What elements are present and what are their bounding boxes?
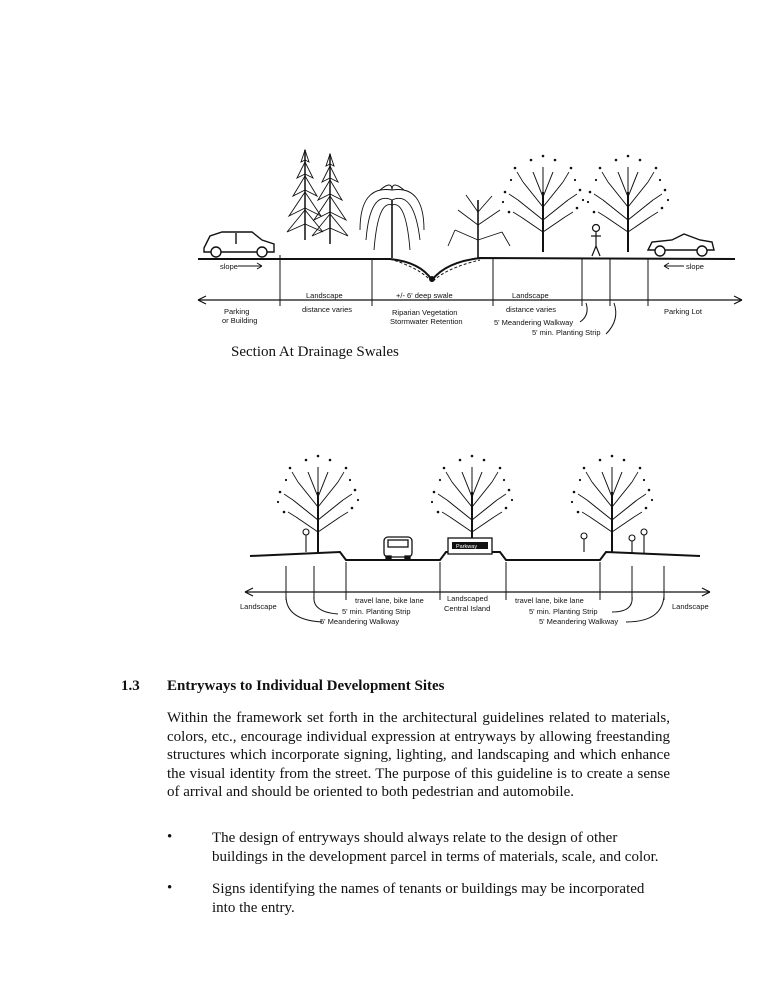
- deciduous-tree-icon: [277, 455, 359, 552]
- willow-tree-icon: [360, 185, 424, 258]
- label-swale: +/- 6' deep swale: [396, 291, 453, 300]
- bullet-icon: •: [167, 829, 173, 845]
- label-landscape-left: Landscape: [306, 291, 343, 300]
- label-landscape-right-2: Landscape: [672, 602, 709, 611]
- label-parking-building: Parking: [224, 307, 250, 316]
- label-planting-strip-left: 5' min. Planting Strip: [342, 607, 411, 616]
- label-parking-building-2: or Building: [222, 316, 258, 325]
- label-central-island: Central Island: [444, 604, 491, 613]
- label-distance-varies-left: distance varies: [302, 305, 353, 314]
- pedestrian-icon: [591, 225, 601, 257]
- label-parking-lot: Parking Lot: [664, 307, 702, 316]
- deciduous-tree-icon: [571, 455, 653, 552]
- label-landscaped: Landscaped: [447, 594, 488, 603]
- label-slope-left: slope: [220, 262, 238, 271]
- label-meandering-walkway: 5' Meandering Walkway: [494, 318, 574, 327]
- car-left-icon: [204, 232, 274, 257]
- label-walkway-left: 5' Meandering Walkway: [320, 617, 400, 626]
- deciduous-tree-icon: [502, 155, 584, 252]
- label-travel-lane-right: travel lane, bike lane: [515, 596, 584, 605]
- label-walkway-right: 5' Meandering Walkway: [539, 617, 619, 626]
- label-stormwater: Stormwater Retention: [390, 317, 463, 326]
- sign-text: Parkway: [456, 544, 478, 550]
- parkway-sign: [448, 538, 492, 554]
- section-title: Entryways to Individual Development Sites: [167, 678, 445, 694]
- label-landscape-right: Landscape: [512, 291, 549, 300]
- bullet-text: The design of entryways should always relate to the design of other buildings in the development parcel in terms of materials, scale, and color.: [212, 830, 659, 865]
- label-planting-strip: 5' min. Planting Strip: [532, 328, 601, 337]
- label-riparian: Riparian Vegetation: [392, 308, 458, 317]
- label-travel-lane-left: travel lane, bike lane: [355, 596, 424, 605]
- label-landscape-left-2: Landscape: [240, 602, 277, 611]
- bullet-icon: •: [167, 880, 173, 896]
- section-paragraph: Within the framework set forth in the architectural guidelines related to materials, colors, etc., encourage individual expression at entryways by allowing freestanding structures which incorporate signing, lighting, and landscaping and which enhance the visual identity from the street. The purpose of this guideline is to create a sense of arrival and should be oriented to both pedestrian and automobile.: [167, 710, 670, 800]
- car-front-icon: [384, 537, 412, 560]
- car-right-icon: [648, 234, 714, 256]
- shrub-tree-icon: [448, 195, 510, 258]
- deciduous-tree-icon: [587, 155, 669, 252]
- figure-caption: Section At Drainage Swales: [231, 344, 399, 360]
- label-distance-varies-right: distance varies: [506, 305, 557, 314]
- label-slope-right: slope: [686, 262, 704, 271]
- conifer-tree-icon: [287, 150, 323, 240]
- bullet-text: Signs identifying the names of tenants or buildings may be incorporated into the entry.: [212, 881, 645, 916]
- conifer-tree-icon: [312, 154, 348, 244]
- label-planting-strip-right: 5' min. Planting Strip: [529, 607, 598, 616]
- section-number: 1.3: [121, 678, 140, 694]
